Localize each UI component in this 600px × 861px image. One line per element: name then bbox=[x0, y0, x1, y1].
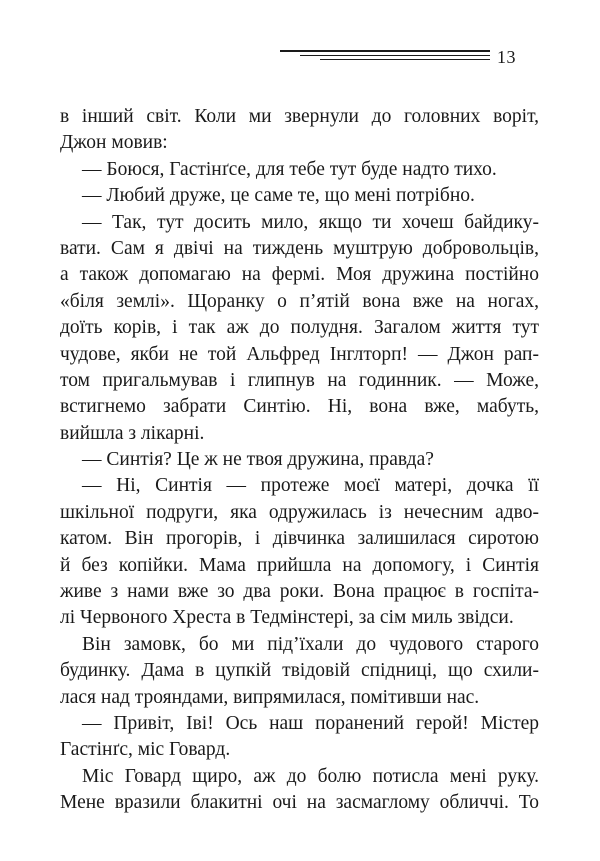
text-line: шкільної подруги, яка одружилась із нечесним адво- bbox=[60, 501, 539, 523]
text-line: «біля землі». Щоранку о п’ятій вона вже на ногах, bbox=[60, 290, 539, 312]
text-line: Джон мовив: bbox=[60, 132, 168, 154]
text-line: Міс Говард щиро, аж до болю потисла мені руку. bbox=[82, 765, 539, 787]
text-line: — Любий друже, це саме те, що мені потрібно. bbox=[82, 185, 475, 207]
text-line: — Привіт, Іві! Ось наш поранений герой! Містер bbox=[82, 712, 539, 734]
text-line: чудове, якби не той Альфред Інглторп! — Джон рап- bbox=[60, 343, 539, 365]
text-line: том пригальмував і глипнув на годинник. — Може, bbox=[60, 369, 539, 391]
text-line: — Боюся, Гастінґсе, для тебе тут буде надто тихо. bbox=[82, 158, 497, 180]
text-line: будинку. Дама в цупкій твідовій спідниці, що схили- bbox=[60, 660, 539, 682]
header-rule bbox=[280, 50, 490, 52]
text-line: доїть корів, і так аж до полудня. Загалом життя тут bbox=[60, 317, 539, 339]
text-line: а також допомагаю на фермі. Моя дружина постійно bbox=[60, 264, 539, 286]
text-line: — Ні, Синтія — протеже моєї матері, дочка її bbox=[82, 475, 539, 497]
page-number: 13 bbox=[497, 47, 516, 67]
text-line: в інший світ. Коли ми звернули до головних воріт, bbox=[60, 106, 539, 127]
text-line: — Так, тут досить мило, якщо ти хочеш байдику- bbox=[82, 211, 539, 233]
text-line: встигнемо забрати Синтію. Ні, вона вже, мабуть, bbox=[60, 396, 539, 418]
text-line: Він замовк, бо ми під’їхали до чудового старого bbox=[82, 633, 539, 655]
running-header bbox=[0, 46, 600, 72]
text-line: й без копійки. Мама прийшла на допомогу, і Синтія bbox=[60, 554, 539, 576]
header-rule bbox=[300, 55, 490, 56]
text-line: вати. Сам я двічі на тиждень муштрую добровольців, bbox=[60, 237, 539, 259]
text-line: лася над трояндами, випрямилася, помітивши нас. bbox=[60, 686, 480, 708]
text-line: вийшла з лікарні. bbox=[60, 422, 205, 444]
header-rule bbox=[320, 59, 490, 60]
text-line: лі Червоного Хреста в Тедмінстері, за сім миль звідси. bbox=[60, 607, 514, 629]
text-line: Мене вразили блакитні очі на засмаглому обличчі. То bbox=[60, 792, 539, 814]
text-line: Гастінґс, міс Говард. bbox=[60, 739, 231, 761]
text-line: — Синтія? Це ж не твоя дружина, правда? bbox=[82, 449, 434, 471]
text-line: катом. Він прогорів, і дівчинка залишилася сиротою bbox=[60, 528, 539, 550]
text-line: живе з нами вже зо два роки. Вона працює в госпіта- bbox=[60, 581, 539, 603]
body-text bbox=[60, 104, 539, 817]
